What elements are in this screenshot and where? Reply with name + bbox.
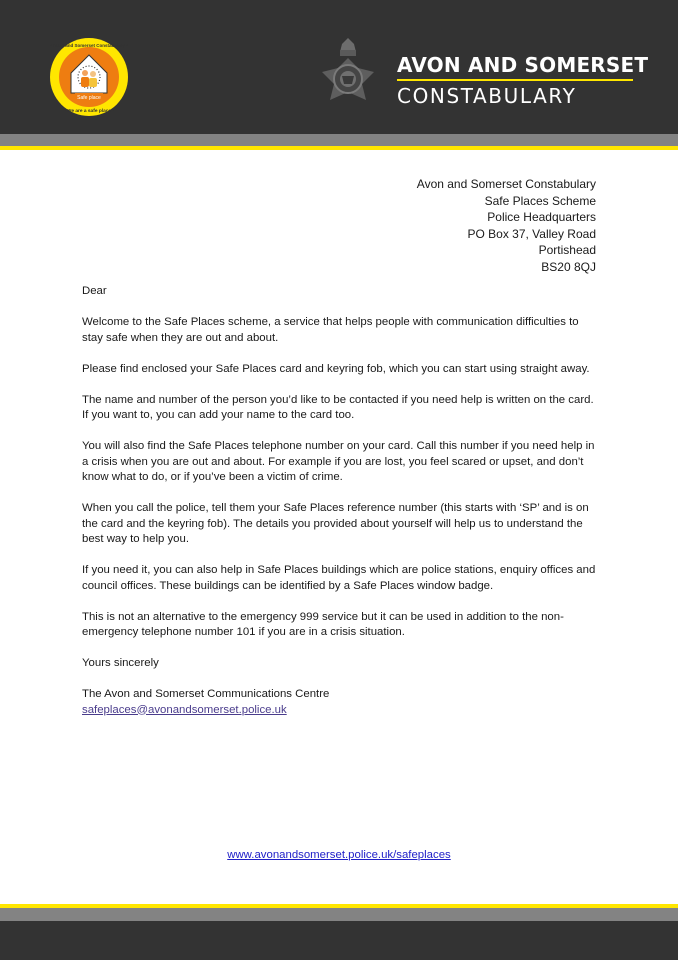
letterhead-footer <box>0 921 678 960</box>
address-line: Portishead <box>538 243 596 257</box>
paragraph: Welcome to the Safe Places scheme, a service that helps people with communication difficulties to stay safe when they are out and about. <box>82 316 579 344</box>
signatory: The Avon and Somerset Communications Centre <box>82 688 330 700</box>
brand-line-1: AVON AND SOMERSET <box>397 53 649 77</box>
website-link[interactable]: www.avonandsomerset.police.uk/safeplaces <box>227 849 451 861</box>
address-line: Police Headquarters <box>487 210 596 224</box>
sender-address <box>417 176 596 275</box>
paragraph: The name and number of the person you’d like to be contacted if you need help is written on the card. If you want to, you can add your name to the card too. <box>82 393 594 421</box>
brand-wordmark <box>397 53 649 108</box>
salutation: Dear <box>82 285 107 297</box>
paragraph: Please find enclosed your Safe Places card and keyring fob, which you can start using straight away. <box>82 362 590 375</box>
brand-line-2: CONSTABULARY <box>397 84 577 108</box>
paragraph: When you call the police, tell them your Safe Places reference number (this starts with ‘SP’ and is on the card and the keyring fob). The details you provided about yourself will help us to understand the best way to help you. <box>82 502 589 545</box>
brand-divider <box>397 79 633 81</box>
paragraph: This is not an alternative to the emergency 999 service but it can be used in addition to the non-emergency telephone number 101 if you are in a crisis situation. <box>82 610 564 638</box>
footer-grey-band <box>0 908 678 921</box>
email-link[interactable]: safeplaces@avonandsomerset.police.uk <box>82 703 287 716</box>
header-grey-band <box>0 134 678 146</box>
footer-website <box>0 849 678 861</box>
address-line: Safe Places Scheme <box>484 193 596 208</box>
header-yellow-stripe <box>0 146 678 150</box>
address-line: Avon and Somerset Constabulary <box>416 177 596 191</box>
svg-text:• We are a safe place •: • We are a safe place • <box>63 109 115 114</box>
constabulary-crest-icon <box>318 38 378 116</box>
address-line: BS20 8QJ <box>541 259 596 274</box>
paragraph: You will also find the Safe Places telephone number on your card. Call this number if you need help in a crisis when you are out and about. For example if you are lost, you feel scared or upset, and don’t know what to do, or if you’ve been a victim of crime. <box>82 440 595 483</box>
address-line: PO Box 37, Valley Road <box>467 226 596 241</box>
svg-text:• Avon and Somerset Constabula: • Avon and Somerset Constabulary • <box>50 43 128 48</box>
paragraph: If you need it, you can also help in Safe Places buildings which are police stations, enquiry offices and council offices. These buildings can be identified by a Safe Places window badge. <box>82 564 596 592</box>
safe-place-logo-icon <box>49 37 129 117</box>
svg-text:Safe place: Safe place <box>77 95 101 101</box>
letter-body <box>82 284 602 718</box>
closing: Yours sincerely <box>82 657 159 669</box>
